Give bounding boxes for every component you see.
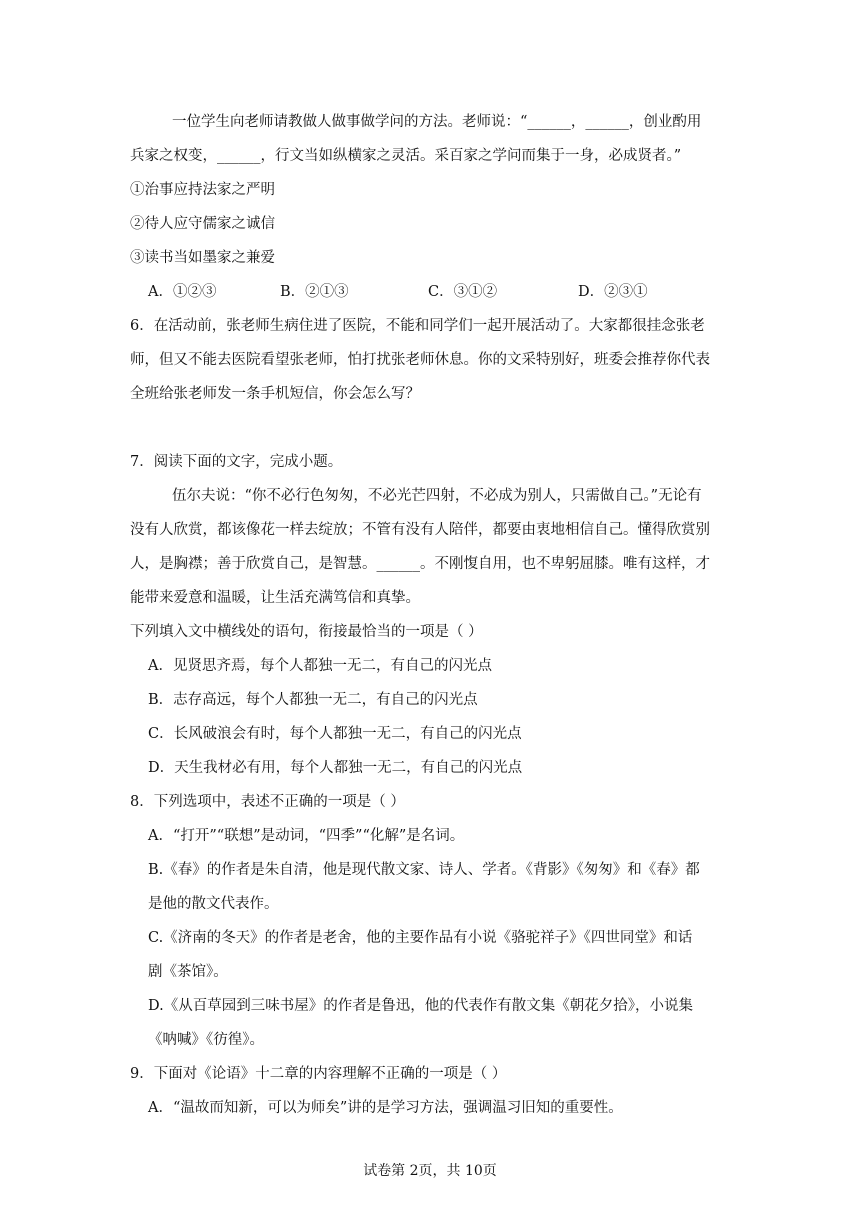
question-7-stem: 下列填入文中横线处的语句，衔接最恰当的一项是（ ） — [130, 624, 483, 640]
option-d: D.《从百草园到三味书屋》的作者是鲁迅，他的代表作有散文集《朝花夕拾》，小说集 — [148, 998, 693, 1014]
option-a: A．①②③ — [148, 284, 217, 300]
page-footer: 试卷第 2页，共 10页 — [363, 1163, 497, 1179]
q7-passage-line: 伍尔夫说：“你不必行色匆匆，不必光芒四射，不必成为别人，只需做自己。”无论有 — [172, 488, 702, 504]
question-7-title: 7．阅读下面的文字，完成小题。 — [130, 454, 343, 470]
option-c: C．长风破浪会有时，每个人都独一无二，有自己的闪光点 — [148, 726, 522, 742]
passage-line: 一位学生向老师请教做人做事做学问的方法。老师说：“______，______，创业酌用 — [172, 114, 702, 130]
question-6-text: 6．在活动前，张老师生病住进了医院，不能和同学们一起开展活动了。大家都很挂念张老 — [130, 318, 705, 334]
option-a: A．“打开”“联想”是动词，“四季”“化解”是名词。 — [148, 828, 465, 844]
option-d: D．②③① — [578, 284, 648, 300]
option-b-continued: 是他的散文代表作。 — [148, 896, 279, 912]
option-b: B.《春》的作者是朱自清，他是现代散文家、诗人、学者。《背影》《匆匆》和《春》都 — [148, 862, 700, 878]
question-6-text: 师，但又不能去医院看望张老师，怕打扰张老师休息。你的文采特别好，班委会推荐你代表 — [130, 352, 710, 368]
option-c: C.《济南的冬天》的作者是老舍，他的主要作品有小说《骆驼祥子》《四世同堂》和话 — [148, 930, 693, 946]
option-b: B．志存高远，每个人都独一无二，有自己的闪光点 — [148, 692, 478, 708]
option-d: D．天生我材必有用，每个人都独一无二，有自己的闪光点 — [148, 760, 523, 776]
question-9-title: 9．下面对《论语》十二章的内容理解不正确的一项是（ ） — [130, 1066, 507, 1082]
option-a: A．见贤思齐焉，每个人都独一无二，有自己的闪光点 — [148, 658, 492, 674]
option-c: C．③①② — [428, 284, 498, 300]
list-item: ①治事应持法家之严明 — [130, 182, 275, 198]
option-a: A．“温故而知新，可以为师矣”讲的是学习方法，强调温习旧知的重要性。 — [148, 1100, 623, 1116]
question-8-title: 8．下列选项中，表述不正确的一项是（ ） — [130, 794, 405, 810]
option-d-continued: 《呐喊》《彷徨》。 — [148, 1032, 264, 1048]
q5-options-row — [148, 282, 648, 302]
q7-passage-line: 能带来爱意和温暖，让生活充满笃信和真挚。 — [130, 590, 420, 606]
passage-line: 兵家之权变，______，行文当如纵横家之灵活。采百家之学问而集于一身，必成贤者。” — [130, 148, 682, 164]
list-item: ②待人应守儒家之诚信 — [130, 216, 275, 232]
option-b: B．②①③ — [280, 284, 349, 300]
option-c-continued: 剧《茶馆》。 — [148, 964, 228, 980]
q7-passage-line: 没有人欣赏，都该像花一样去绽放；不管有没有人陪伴，都要由衷地相信自己。懂得欣赏别 — [130, 522, 710, 538]
question-6-text: 全班给张老师发一条手机短信，你会怎么写？ — [130, 386, 420, 402]
list-item: ③读书当如墨家之兼爱 — [130, 250, 275, 266]
q7-passage-line: 人，是胸襟；善于欣赏自己，是智慧。______。不刚愎自用，也不卑躬屈膝。唯有这样，才 — [130, 556, 710, 572]
